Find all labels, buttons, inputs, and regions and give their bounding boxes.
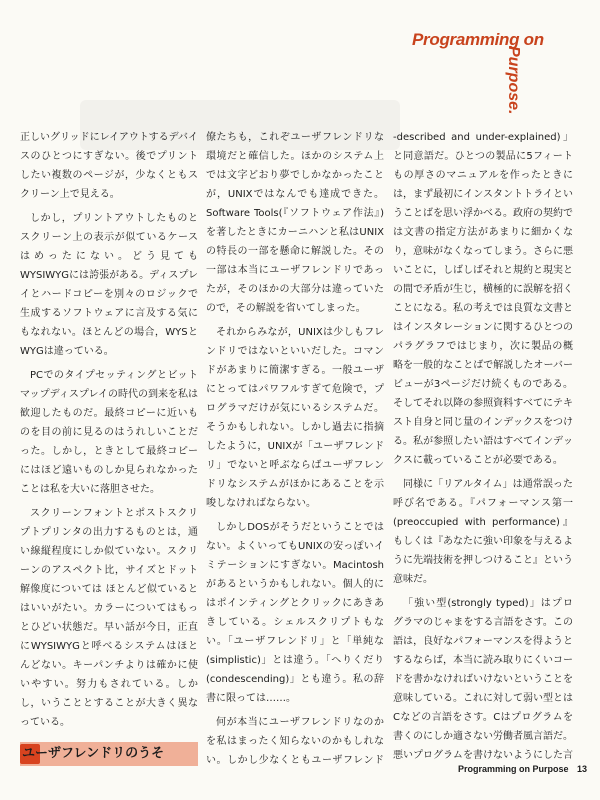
paragraph: 「強い型(strongly typed)」はプログラマのじゃまをする言語をさす。この語は，良好なパフォーマンスを得ようとするならば，本当に読み取りにくいコードを書かなければいけないということを意味している。これに対して弱い型とはCなどの言語をさす。Cはプログラムを書くのにしか適さない労働者風言語だ。悪いプログラムを書けないようにした言 <box>393 598 573 761</box>
paragraph: 何が本当にユーザフレンドリなのかを私はまったく知らないのかもしれない。しかし少なくともユーザフレンド <box>206 717 384 766</box>
series-logo-title: Programming on <box>412 30 544 49</box>
paragraph: 同様に「リアルタイム」は通常誤った呼び名である。『パフォーマンス第一(preoccupied with performance)』もしくは『あなたに強い印象を与えるように先端技術を押しつけること』という意味だ。 <box>393 479 573 585</box>
page-number: 13 <box>577 764 588 774</box>
page-footer <box>458 764 587 774</box>
section-heading-user-friendly <box>20 742 198 766</box>
paragraph: 僚たちも，これぞユーザフレンドリな環境だと確信した。ほかのシステム上では文字どおり夢でしかなかったことが，UNIXではなんでも達成できた。Software Tools(『ソフトウェア作法』)を著したときにカーニハンと私はUNIXの特長の一部を懸命に解説した。その一部は本当にユーザフレンドリであったが，そのほかの大部分は違っていたので，その解説を省いてしまった。 <box>206 132 384 314</box>
text-column-1 <box>20 128 198 768</box>
paragraph: 正しいグリッドにレイアウトするデバイスのひとつにすぎない。後でプリントしたい複数のページが，少なくともスクリーン上で見える。 <box>20 132 198 200</box>
paragraph: スクリーンフォントとポストスクリプトプリンタの出力するものとは，通い線縦程度にしか似ていない。スクリーンのアスペクト比，サイズとドット解像度については ほとんど似ているとはいいがたい。カラーについてはもっとひどい状態だ。早い話が今日，正直にWYSIWYGと呼べるシステムはほとんどない。キーパンチよりは確かに使いやすい。努力もされている。しかし，いうこととすることが大きく異なっている。 <box>20 508 198 728</box>
section-heading-text: ユーザフレンドリのうそ <box>22 746 165 761</box>
series-logo-vertical: Purpose. <box>505 46 522 115</box>
paragraph: それからみなが，UNIXは少しもフレンドリではないといいだした。コマンドがあまりに簡潔すぎる。一般ユーザにとってはパワフルすぎて危険で，プログラマだけが気にいるシステムだ。そうかもしれない。しかし過去に指摘したように，UNIXが「ユーザフレンドリ」でないと呼ぶならばユーザフレンドリなシステムがほかにあることを示唆しなければならない。 <box>206 327 384 509</box>
running-title: Programming on Purpose <box>458 764 569 774</box>
paragraph: -described and under-explained)」と同意語だ。ひとつの製品に5フィートもの厚さのマニュアルを作ったときには，まず最初にインスタントトライということばを思い浮かべる。政府の契約では文書の指定方法があまりに細かくなり，意味がなくなってしまう。さらに悪いことに，しばしばそれと規約と現実との間で矛盾が生じ，横極的に誤解を招くことになる。私の考えでは良質な文書とはインスタレーションに関するひとつのパラグラフではじまり，次に製品の概略を一般的なことばで解説したオーバービューが3ページだけ続くものである。そしてそれ以降の参照資料すべてにテキスト自身と同じ量のインデックスをつける。私が参照したい語はすべてインデックスに載っていることが必要である。 <box>393 132 573 466</box>
paragraph: PCでのタイプセッティングとビットマップディスプレイの時代の到来を私は歓迎したものだ。最終コピーに近いものを目の前に見るのはうれしいことだった。しかし，ときとして最終コピーにはほど遠いものしか見られなかったことは私を大いに落胆させた。 <box>20 370 198 495</box>
text-column-2 <box>206 128 384 768</box>
text-column-3 <box>393 128 573 768</box>
paragraph: しかしDOSがそうだということではない。よくいってもUNIXの安っぽいイミテーションにすぎない。Macintoshがあるというかもしれない。個人的にはポインティングとクリックにあきあきしている。シェルスクリプトもない。「ユーザフレンドリ」と「単純な(simplistic)」とは違う。「へりくだり(condescending)」とも違う。私の辞書に限っては……。 <box>206 522 384 704</box>
paragraph: しかし，プリントアウトしたものとスクリーン上の表示が似ているケースはめったにない。どう見てもWYSIWYGには誇張がある。ディスプレイとハードコピーを別々のロジックで生成するソフトウェアに言及する気にもなれない。ほとんどの場合，WYSとWYGは違っている。 <box>20 213 198 357</box>
